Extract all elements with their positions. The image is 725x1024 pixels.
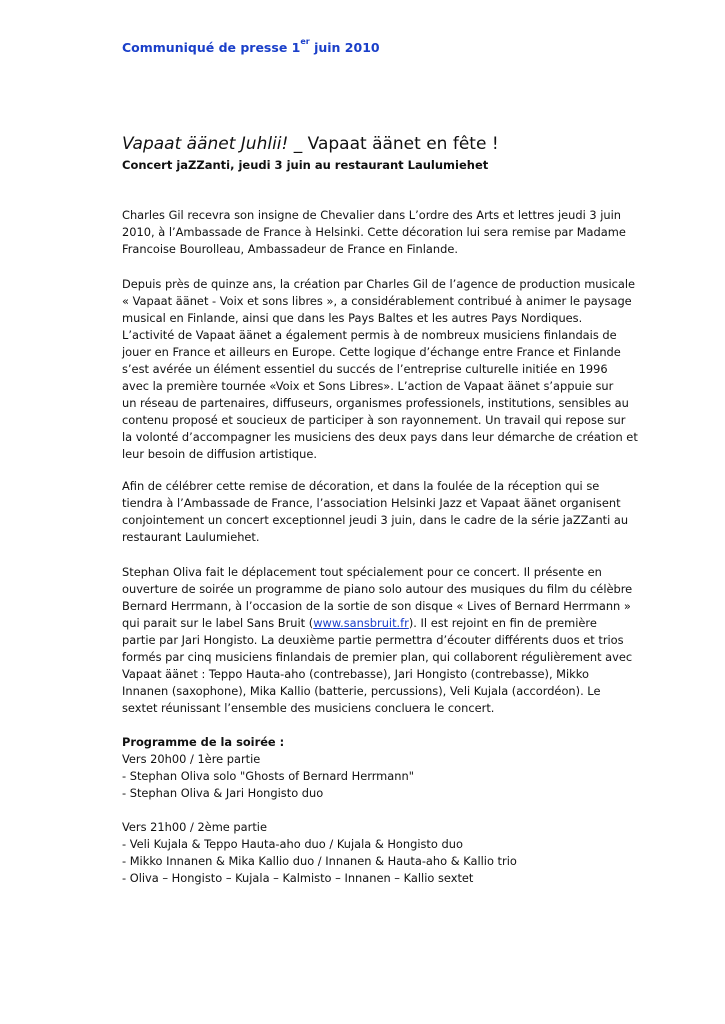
paragraph-line: Depuis près de quinze ans, la création par Charles Gil de l’agence de production musicale (122, 277, 636, 291)
paragraph-line: Vapaat äänet : Teppo Hauta-aho (contrebasse), Jari Hongisto (contrebasse), Mikko (122, 667, 589, 681)
text-after-link: ). Il est rejoint en fin de première (408, 616, 597, 630)
programme-line: - Mikko Innanen & Mika Kallio duo / Innanen & Hauta-aho & Kallio trio (122, 854, 517, 868)
programme-title: Programme de la soirée : (122, 735, 285, 749)
paragraph-line: partie par Jari Hongisto. La deuxième partie permettra d’écouter différents duos et trios (122, 633, 624, 647)
press-release-header (122, 37, 380, 55)
title-italic-part: Vapaat äänet Juhlii! (122, 134, 289, 154)
paragraph-line: sextet réunissant l’ensemble des musiciens concluera le concert. (122, 701, 495, 715)
paragraph-line: s’est avérée un élément essentiel du succés de l’entreprise culturelle initiée en 1996 (122, 362, 608, 376)
programme-section (122, 734, 617, 802)
title-rest: _ Vapaat äänet en fête ! (288, 134, 499, 154)
paragraph-line: conjointement un concert exceptionnel jeudi 3 juin, dans le cadre de la série jaZZanti au (122, 513, 629, 527)
paragraph-line: Afin de célébrer cette remise de décoration, et dans la foulée de la réception qui se (122, 479, 600, 493)
paragraph-line: Charles Gil recevra son insigne de Chevalier dans L’ordre des Arts et lettres jeudi 3 juin (122, 208, 622, 222)
header-superscript: er (300, 37, 310, 46)
programme-line: - Veli Kujala & Teppo Hauta-aho duo / Kujala & Hongisto duo (122, 837, 463, 851)
header-prefix: Communiqué de presse 1 (122, 40, 301, 55)
text-before-link: qui parait sur le label Sans Bruit ( (122, 616, 314, 630)
sansbruit-link[interactable]: www.sansbruit.fr (313, 616, 409, 630)
paragraph-line: jouer en France et ailleurs en Europe. Cette logique d’échange entre France et Finlande (122, 345, 621, 359)
paragraph-line: Bernard Herrmann, à l’occasion de la sortie de son disque « Lives of Bernard Herrmann » (122, 599, 631, 613)
document-title (122, 134, 499, 154)
paragraph-1 (122, 207, 626, 258)
paragraph-line: formés par cinq musiciens finlandais de premier plan, qui collaborent régulièrement avec (122, 650, 633, 664)
paragraph-line: Francoise Bourolleau, Ambassadeur de France en Finlande. (122, 242, 458, 256)
paragraph-line: la volonté d’accompagner les musiciens des deux pays dans leur démarche de création et (122, 430, 638, 444)
paragraph-line: ouverture de soirée un programme de piano solo autour des musiques du film du célèbre (122, 582, 633, 596)
paragraph-line: L’activité de Vapaat äänet a également permis à de nombreux musiciens finlandais de (122, 328, 617, 342)
programme-line: - Stephan Oliva solo "Ghosts of Bernard Herrmann" (122, 769, 414, 783)
paragraph-3 (122, 478, 629, 546)
document-subtitle: Concert jaZZanti, jeudi 3 juin au restaurant Laulumiehet (122, 158, 489, 172)
paragraph-line: leur besoin de diffusion artistique. (122, 447, 318, 461)
paragraph-line: avec la première tournée «Voix et Sons Libres». L’action de Vapaat äänet s’appuie sur (122, 379, 614, 393)
paragraph-line (122, 615, 617, 632)
programme-line: Vers 20h00 / 1ère partie (122, 752, 261, 766)
paragraph-line: musical en Finlande, ainsi que dans les Pays Baltes et les autres Pays Nordiques. (122, 311, 583, 325)
paragraph-line: un réseau de partenaires, diffuseurs, organismes professionels, institutions, sensibles au (122, 396, 629, 410)
paragraph-line: « Vapaat äänet - Voix et sons libres », a considérablement contribué à animer le paysage (122, 294, 632, 308)
paragraph-line: Stephan Oliva fait le déplacement tout spécialement pour ce concert. Il présente en (122, 565, 602, 579)
paragraph-line: tiendra à l’Ambassade de France, l’association Helsinki Jazz et Vapaat äänet organisent (122, 496, 621, 510)
paragraph-line: 2010, à l’Ambassade de France à Helsinki. Cette décoration lui sera remise par Madame (122, 225, 626, 239)
programme-line: Vers 21h00 / 2ème partie (122, 820, 267, 834)
paragraph-line: restaurant Laulumiehet. (122, 530, 260, 544)
programme-line: - Oliva – Hongisto – Kujala – Kalmisto – Innanen – Kallio sextet (122, 871, 474, 885)
paragraph-2 (122, 276, 638, 463)
programme-part-2 (122, 819, 617, 887)
paragraph-4 (122, 564, 633, 717)
header-suffix: juin 2010 (309, 40, 380, 55)
programme-line: - Stephan Oliva & Jari Hongisto duo (122, 786, 324, 800)
paragraph-line: contenu proposé et soucieux de participer à son rayonnement. Un travail qui repose sur (122, 413, 626, 427)
paragraph-line: Innanen (saxophone), Mika Kallio (batterie, percussions), Veli Kujala (accordéon). Le (122, 684, 601, 698)
